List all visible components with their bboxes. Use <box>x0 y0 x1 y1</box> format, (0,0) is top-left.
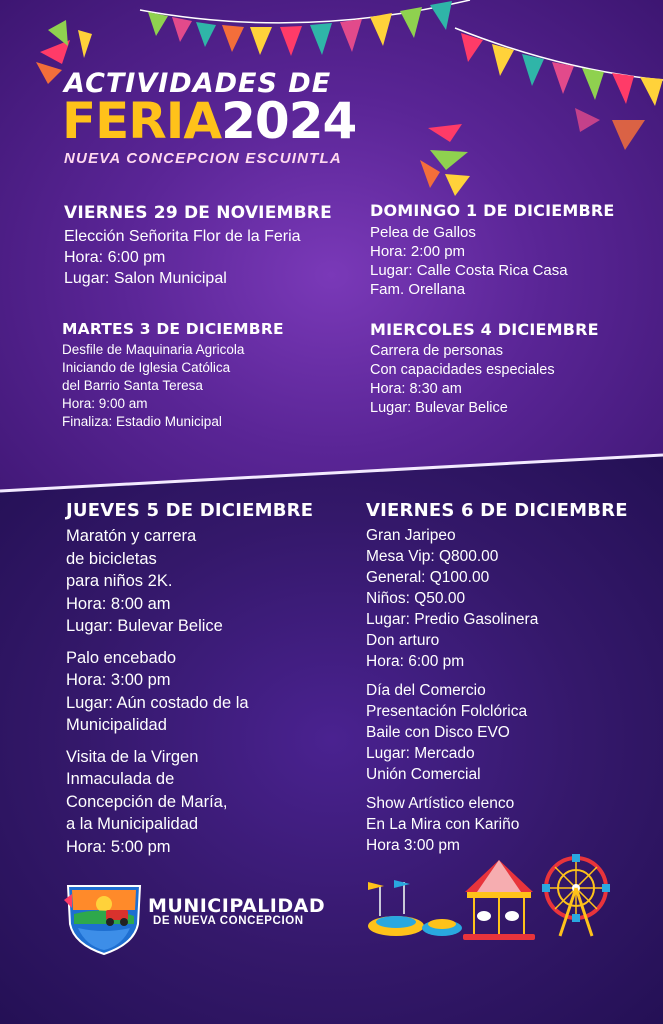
event-line: Hora: 9:00 am <box>62 396 148 411</box>
event-line: Hora: 6:00 pm <box>366 653 465 670</box>
event-line: Día del Comercio <box>366 682 486 699</box>
event-line: Lugar: Bulevar Belice <box>66 617 223 635</box>
event-line: Finaliza: Estadio Municipal <box>62 414 222 429</box>
event-line: En La Mira con Kariño <box>366 816 520 833</box>
event-line: Hora: 3:00 pm <box>66 671 171 689</box>
event-viernes-29 <box>64 203 332 289</box>
event-heading: MIERCOLES 4 DICIEMBRE <box>370 320 599 339</box>
event-line: Don arturo <box>366 632 440 649</box>
event-martes-3 <box>62 320 284 431</box>
carousel-icon <box>463 860 535 940</box>
event-line: Hora: 5:00 pm <box>66 837 171 856</box>
event-line: Carrera de personas <box>370 343 503 359</box>
event-line: Pelea de Gallos <box>370 224 476 241</box>
event-viernes-6 <box>366 500 628 856</box>
title-feria: FERIA <box>62 92 222 150</box>
bumper-cars-icon <box>368 880 462 936</box>
event-heading: DOMINGO 1 DE DICIEMBRE <box>370 201 615 220</box>
event-line: Hora: 6:00 pm <box>64 249 166 266</box>
ferris-wheel-icon <box>542 854 610 936</box>
event-line: Elección Señorita Flor de la Feria <box>64 228 301 245</box>
event-line: Presentación Folclórica <box>366 703 528 720</box>
event-line: Mesa Vip: Q800.00 <box>366 548 499 565</box>
event-line: Inmaculada de <box>66 770 175 788</box>
event-line: de bicicletas <box>66 549 157 568</box>
event-line: Hora 3:00 pm <box>366 837 460 854</box>
event-heading: MARTES 3 DE DICIEMBRE <box>62 320 284 338</box>
event-miercoles-4 <box>370 320 599 418</box>
event-line: Show Artístico elenco <box>366 795 515 812</box>
event-line: Desfile de Maquinaria Agricola <box>62 342 245 357</box>
logo-name: MUNICIPALIDAD <box>148 895 326 917</box>
event-line: Gran Jaripeo <box>366 527 456 544</box>
event-line: Fam. Orellana <box>370 281 466 298</box>
event-line: para niños 2K. <box>66 572 173 590</box>
logo-subname: DE NUEVA CONCEPCION <box>153 915 304 927</box>
event-line: Hora: 8:30 am <box>370 381 462 397</box>
event-line: General: Q100.00 <box>366 569 490 586</box>
event-line: Baile con Disco EVO <box>366 724 510 741</box>
event-line: Maratón y carrera <box>66 527 197 545</box>
event-line: Lugar: Salon Municipal <box>64 270 227 287</box>
event-line: del Barrio Santa Teresa <box>62 378 203 393</box>
event-line: Visita de la Virgen <box>66 747 199 766</box>
event-line: Niños: Q50.00 <box>366 590 466 607</box>
event-line: Lugar: Predio Gasolinera <box>366 611 539 628</box>
event-line: Hora: 8:00 am <box>66 594 171 613</box>
event-heading: VIERNES 6 DE DICIEMBRE <box>366 500 628 521</box>
subtitle: NUEVA CONCEPCION ESCUINTLA <box>64 150 342 167</box>
event-line: Unión Comercial <box>366 766 481 783</box>
event-heading: VIERNES 29 DE NOVIEMBRE <box>64 203 332 223</box>
title-main <box>62 92 357 150</box>
event-line: Concepción de María, <box>66 792 228 811</box>
event-line: Lugar: Mercado <box>366 745 475 762</box>
event-line: Lugar: Bulevar Belice <box>370 400 508 416</box>
event-line: a la Municipalidad <box>66 815 199 833</box>
event-line: Lugar: Aún costado de la <box>66 693 249 712</box>
municipal-shield-logo <box>62 880 146 956</box>
title-line1: ACTIVIDADES DE <box>64 68 332 99</box>
event-line: Iniciando de Iglesia Católica <box>62 360 231 375</box>
event-line: Hora: 2:00 pm <box>370 243 466 260</box>
event-jueves-5 <box>66 500 313 858</box>
event-line: Lugar: Calle Costa Rica Casa <box>370 262 568 279</box>
event-line: Palo encebado <box>66 648 177 667</box>
title-year: 2024 <box>221 92 357 150</box>
event-line: Con capacidades especiales <box>370 362 555 378</box>
event-heading: JUEVES 5 DE DICIEMBRE <box>66 500 314 521</box>
fair-rides-illustration <box>362 852 618 942</box>
event-domingo-1 <box>370 201 615 299</box>
event-line: Municipalidad <box>66 716 167 734</box>
